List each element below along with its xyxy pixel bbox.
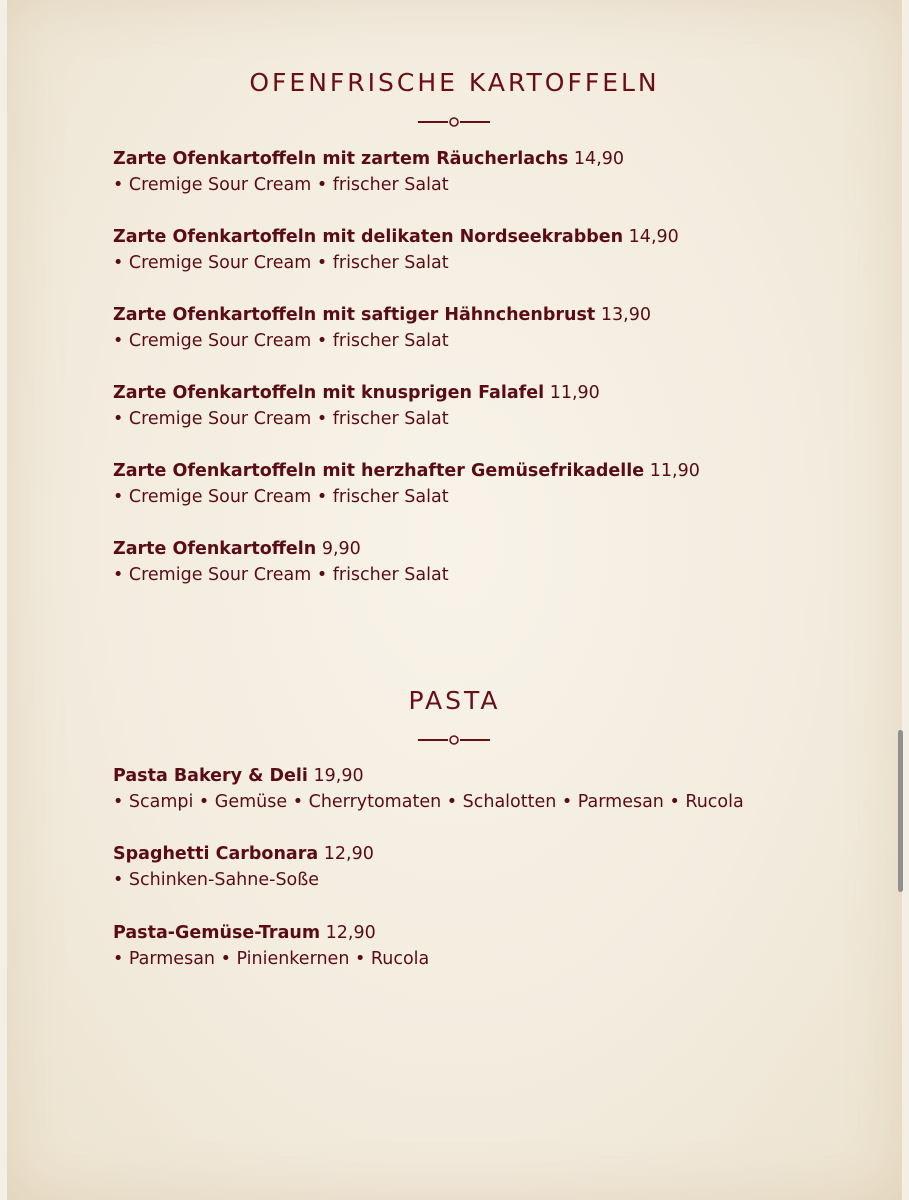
item-price: 14,90 <box>573 149 625 169</box>
ornament-divider-icon <box>418 115 490 129</box>
item-description: • Cremige Sour Cream • frischer Salat <box>113 487 449 507</box>
ornament-divider-icon <box>418 733 490 747</box>
item-description: • Scampi • Gemüse • Cherrytomaten • Schalotten • Parmesan • Rucola <box>113 792 744 812</box>
menu-item <box>113 382 833 430</box>
item-description: • Cremige Sour Cream • frischer Salat <box>113 565 449 585</box>
item-name: Zarte Ofenkartoffeln <box>113 539 317 559</box>
item-name: Zarte Ofenkartoffeln mit herzhafter Gemüsefrikadelle <box>113 461 645 481</box>
item-description: • Cremige Sour Cream • frischer Salat <box>113 409 449 429</box>
menu-item <box>113 538 833 586</box>
item-name: Spaghetti Carbonara <box>113 844 319 864</box>
item-description: • Cremige Sour Cream • frischer Salat <box>113 175 449 195</box>
item-description: • Schinken-Sahne-Soße <box>113 870 320 890</box>
item-description: • Cremige Sour Cream • frischer Salat <box>113 253 449 273</box>
section-title-kartoffeln: OFENFRISCHE KARTOFFELN <box>249 68 660 97</box>
item-description: • Parmesan • Pinienkernen • Rucola <box>113 949 430 969</box>
menu-item <box>113 460 833 508</box>
menu-page <box>7 0 902 1200</box>
item-price: 19,90 <box>313 766 364 786</box>
item-price: 12,90 <box>325 923 376 943</box>
item-name: Zarte Ofenkartoffeln mit knusprigen Falafel <box>113 383 545 403</box>
menu-item <box>113 226 833 274</box>
item-name: Zarte Ofenkartoffeln mit zartem Räucherlachs <box>113 149 569 169</box>
item-price: 11,90 <box>549 383 600 403</box>
item-name: Zarte Ofenkartoffeln mit saftiger Hähnchenbrust <box>113 305 596 325</box>
item-price: 9,90 <box>321 539 361 559</box>
item-price: 12,90 <box>323 844 374 864</box>
item-description: • Cremige Sour Cream • frischer Salat <box>113 331 449 351</box>
menu-item <box>113 922 833 970</box>
item-price: 11,90 <box>649 461 700 481</box>
item-price: 14,90 <box>628 227 679 247</box>
item-name: Pasta Bakery & Deli <box>113 766 308 786</box>
menu-item <box>113 843 833 891</box>
item-name: Pasta-Gemüse-Traum <box>113 923 321 943</box>
menu-item <box>113 765 833 813</box>
menu-item <box>113 304 833 352</box>
item-name: Zarte Ofenkartoffeln mit delikaten Nordseekrabben <box>113 227 624 247</box>
menu-item <box>113 148 833 196</box>
scrollbar-thumb[interactable] <box>898 730 903 892</box>
item-price: 13,90 <box>600 305 651 325</box>
section-title-pasta: PASTA <box>408 686 501 715</box>
